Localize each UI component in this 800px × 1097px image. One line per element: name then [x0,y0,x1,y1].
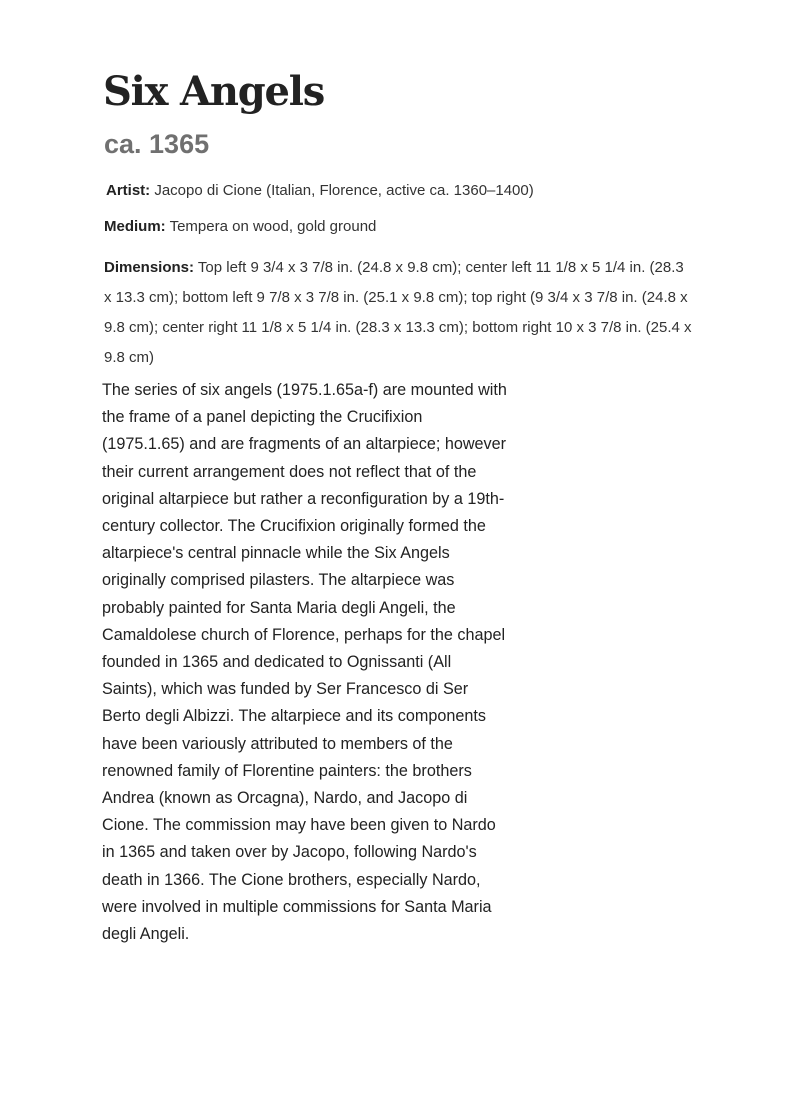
dimensions-label: Dimensions: [104,259,195,276]
medium-label: Medium: [104,218,166,235]
dimensions-value: Top left 9 3/4 x 3 7/8 in. (24.8 x 9.8 cm); center left 11 1/8 x 5 1/4 in. (28.3 x 13.3 cm); bottom left 9 7/8 x 3 7/8 in. (25.1 x 9.8 cm); top right (9 3/4 x 3 7/8 in. (24.8 x 9.8 cm); center right 11 1/8 x 5 1/4 in. (28.3 x 13.3 cm); bottom right 10 x 3 7/8 in. (25.4 x 9.8 cm) [104,259,692,366]
medium-value: Tempera on wood, gold ground [169,218,377,235]
artwork-title: Six Angels [103,68,325,115]
artist-value: Jacopo di Cione (Italian, Florence, active ca. 1360–1400) [154,182,534,199]
artwork-date: ca. 1365 [104,129,210,159]
medium-line [104,212,376,242]
artist-label: Artist: [106,182,151,199]
dimensions-line [104,253,694,373]
artwork-description: The series of six angels (1975.1.65a-f) are mounted with the frame of a panel depicting the Crucifixion (1975.1.65) and are fragments of an altarpiece; however their current arrangement does not reflect that of the original altarpiece but rather a reconfiguration by a 19th-century collector. The Crucifixion originally formed the altarpiece's central pinnacle while the Six Angels originally comprised pilasters. The altarpiece was probably painted for Santa Maria degli Angeli, the Camaldolese church of Florence, perhaps for the chapel founded in 1365 and dedicated to Ognissanti (All Saints), which was funded by Ser Francesco di Ser Berto degli Albizzi. The altarpiece and its components have been variously attributed to members of the renowned family of Florentine painters: the brothers Andrea (known as Orcagna), Nardo, and Jacopo di Cione. The commission may have been given to Nardo in 1365 and taken over by Jacopo, following Nardo's death in 1366. The Cione brothers, especially Nardo, were involved in multiple commissions for Santa Maria degli Angeli. [102,381,507,944]
artist-line [106,176,534,206]
